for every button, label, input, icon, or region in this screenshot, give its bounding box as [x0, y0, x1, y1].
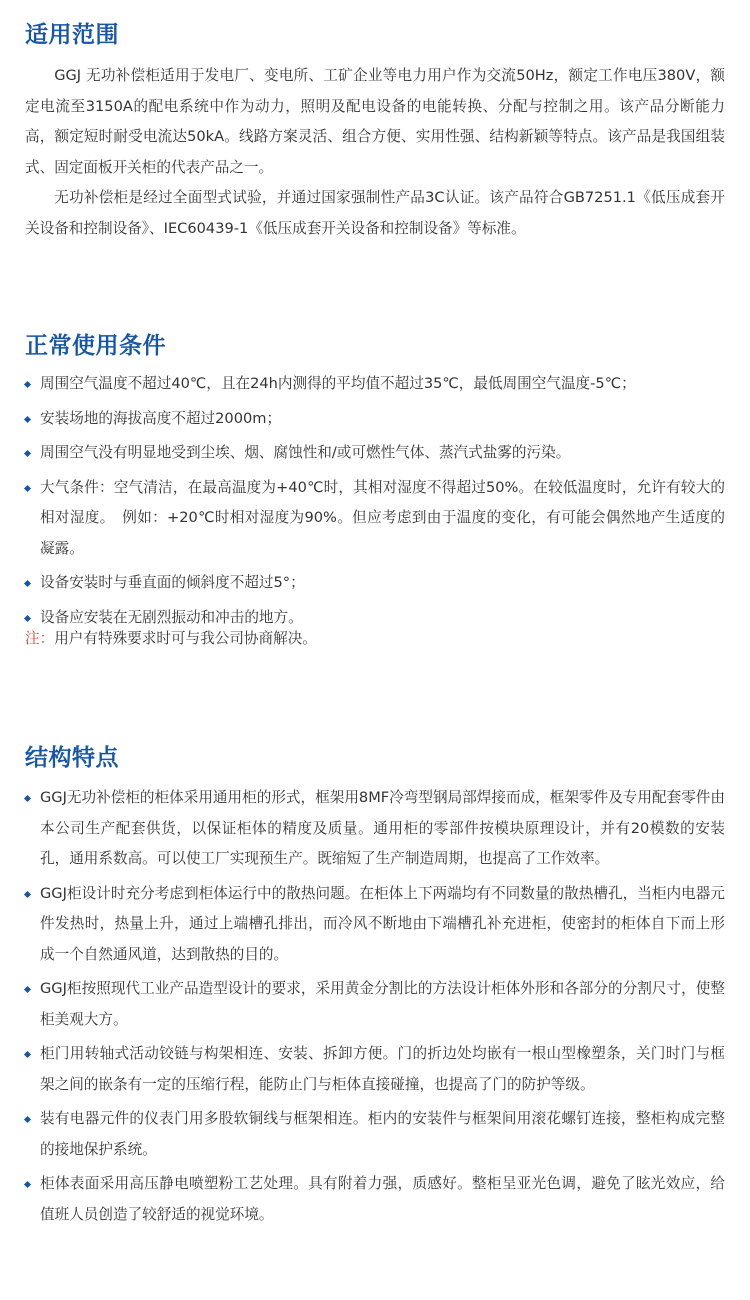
list-item [25, 1039, 725, 1100]
structure-list [25, 783, 725, 1234]
bullet-icon [24, 415, 31, 422]
conditions-list [25, 369, 725, 637]
bullet-icon [24, 986, 31, 993]
list-item [25, 369, 725, 400]
list-item [25, 404, 725, 435]
structure-text: GGJ柜设计时充分考虑到柜体运行中的散热问题。在柜体上下两端均有不同数量的散热槽孔，当柜内电器元件发热时，热量上升，通过上端槽孔排出，而冷风不断地由下端槽孔补充进柜，使密封的柜体自下而上形成一个自然通风道，达到散热的目的。 [40, 884, 725, 963]
bullet-icon [24, 1116, 31, 1123]
bullet-icon [24, 381, 31, 388]
bullet-icon [24, 1181, 31, 1188]
list-item [25, 974, 725, 1035]
scope-paragraph-2: 无功补偿柜是经过全面型式试验，并通过国家强制性产品3C认证。该产品符合GB7251.1《低压成套开关设备和控制设备》、IEC60439-1《低压成套开关设备和控制设备》等标准。 [25, 189, 725, 237]
list-item [25, 438, 725, 469]
list-item [25, 568, 725, 599]
condition-text: 安装场地的海拔高度不超过2000m； [40, 409, 282, 427]
condition-text: 设备安装时与垂直面的倾斜度不超过5°； [40, 574, 305, 591]
condition-text: 周围空气温度不超过40℃，且在24h内测得的平均值不超过35℃，最低周围空气温度-5℃； [40, 375, 636, 392]
bullet-icon [24, 580, 31, 587]
structure-text: GGJ柜按照现代工业产品造型设计的要求，采用黄金分割比的方法设计柜体外形和各部分的分割尺寸，使整柜美观大方。 [40, 980, 725, 1028]
list-item [25, 1169, 725, 1230]
structure-text: 柜体表面采用高压静电喷塑粉工艺处理。具有附着力强，质感好。整柜呈亚光色调，避免了眩光效应，给值班人员创造了较舒适的视觉环境。 [40, 1175, 725, 1223]
bullet-icon [24, 614, 31, 621]
bullet-icon [24, 890, 31, 897]
conditions-note [25, 624, 725, 655]
condition-text: 大气条件：空气清洁，在最高温度为+40℃时，其相对湿度不得超过50%。在较低温度时，允许有较大的相对湿度。 例如：+20℃时相对湿度为90%。但应考虑到由于温度的变化，有可能会偶然地产生适度的凝露。 [40, 478, 725, 557]
bullet-icon [24, 795, 31, 802]
list-item [25, 783, 725, 875]
note-text: 用户有特殊要求时可与我公司协商解决。 [54, 630, 317, 647]
note-label: 注： [25, 630, 55, 647]
conditions-title: 正常使用条件 [25, 333, 166, 359]
scope-paragraph-1: GGJ 无功补偿柜适用于发电厂、变电所、工矿企业等电力用户作为交流50Hz，额定工作电压380V，额定电流至3150A的配电系统中作为动力，照明及配电设备的电能转换、分配与控制之用。该产品分断能力高，额定短时耐受电流达50kA。线路方案灵活、组合方便、实用性强、结构新颖等特点。该产品是我国组装式、固定面板开关柜的代表产品之一。 [25, 67, 725, 176]
list-item [25, 1104, 725, 1165]
list-item [25, 879, 725, 971]
condition-text: 周围空气没有明显地受到尘埃、烟、腐蚀性和/或可燃性气体、蒸汽式盐雾的污染。 [40, 444, 571, 461]
bullet-icon [24, 450, 31, 457]
structure-text: 装有电器元件的仪表门用多股软铜线与框架相连。柜内的安装件与框架间用滚花螺钉连接，整柜构成完整的接地保护系统。 [40, 1110, 725, 1158]
condition-text: 设备应安装在无剧烈振动和冲击的地方。 [40, 608, 303, 626]
scope-title: 适用范围 [25, 22, 119, 48]
structure-title: 结构特点 [25, 745, 119, 771]
bullet-icon [24, 484, 31, 491]
list-item [25, 473, 725, 565]
bullet-icon [24, 1051, 31, 1058]
structure-text: GGJ无功补偿柜的柜体采用通用柜的形式，框架用8MF冷弯型钢局部焊接而成，框架零件及专用配套零件由本公司生产配套供货，以保证柜体的精度及质量。通用柜的零部件按模块原理设计，并有20模数的安装孔，通用系数高。可以使工厂实现预生产。既缩短了生产制造周期，也提高了工作效率。 [40, 789, 725, 867]
structure-text: 柜门用转轴式活动铰链与构架相连、安装、拆卸方便。门的折边处均嵌有一根山型橡塑条，关门时门与框架之间的嵌条有一定的压缩行程，能防止门与柜体直接碰撞，也提高了门的防护等级。 [40, 1045, 725, 1093]
